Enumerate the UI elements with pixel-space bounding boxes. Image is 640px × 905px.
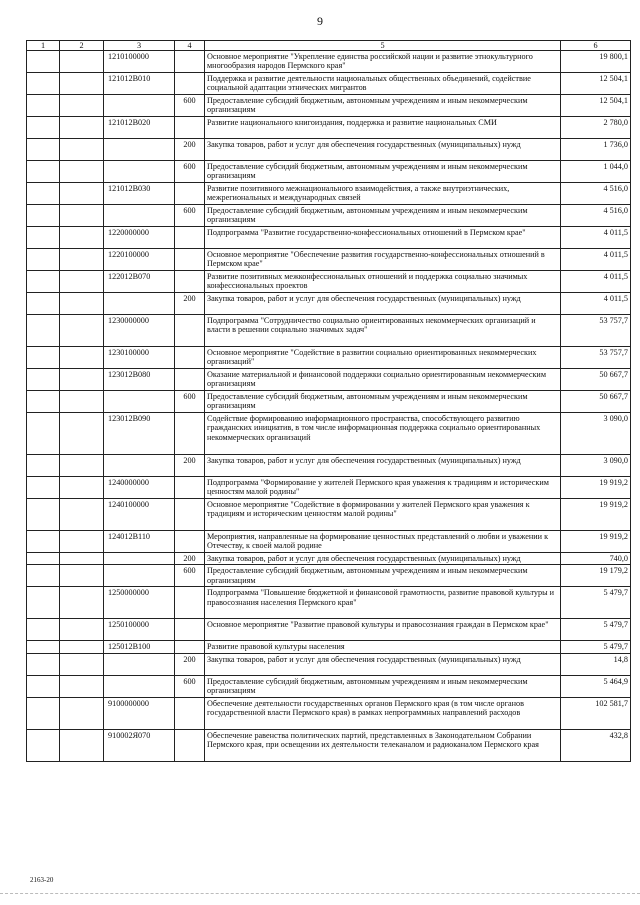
cell-col-1 bbox=[27, 369, 60, 391]
table-row bbox=[27, 161, 631, 183]
cell-col-2 bbox=[60, 455, 104, 477]
cell-description: Основное мероприятие "Укрепление единства российской нации и развитие этнокультурного многообразия народов Пермского края" bbox=[205, 51, 561, 73]
cell-code: 9100000000 bbox=[104, 697, 175, 729]
cell-code: 123012В080 bbox=[104, 369, 175, 391]
cell-amount: 50 667,7 bbox=[561, 369, 631, 391]
cell-col-1 bbox=[27, 565, 60, 587]
table-row bbox=[27, 587, 631, 619]
cell-code: 1220000000 bbox=[104, 227, 175, 249]
cell-amount: 19 800,1 bbox=[561, 51, 631, 73]
cell-expense-type: 200 bbox=[175, 553, 205, 565]
cell-col-1 bbox=[27, 347, 60, 369]
cell-amount: 53 757,7 bbox=[561, 347, 631, 369]
cell-col-2 bbox=[60, 73, 104, 95]
cell-col-2 bbox=[60, 499, 104, 531]
cell-expense-type: 200 bbox=[175, 455, 205, 477]
cell-code bbox=[104, 95, 175, 117]
cell-col-1 bbox=[27, 729, 60, 761]
cell-col-1 bbox=[27, 293, 60, 315]
cell-col-1 bbox=[27, 51, 60, 73]
cell-expense-type bbox=[175, 271, 205, 293]
cell-code bbox=[104, 553, 175, 565]
table-row bbox=[27, 315, 631, 347]
cell-code bbox=[104, 205, 175, 227]
cell-col-2 bbox=[60, 553, 104, 565]
cell-description: Содействие формированию информационного пространства, способствующего развитию гражданских инициатив, в том числе информационная поддержка социально ориентированных некоммерческих организаций bbox=[205, 413, 561, 455]
cell-description: Закупка товаров, работ и услуг для обеспечения государственных (муниципальных) нужд bbox=[205, 293, 561, 315]
cell-expense-type bbox=[175, 641, 205, 653]
header-col-6: 6 bbox=[561, 41, 631, 51]
cell-code bbox=[104, 161, 175, 183]
cell-col-2 bbox=[60, 293, 104, 315]
cell-expense-type: 600 bbox=[175, 205, 205, 227]
table-row bbox=[27, 729, 631, 761]
cell-amount: 1 736,0 bbox=[561, 139, 631, 161]
cell-col-1 bbox=[27, 553, 60, 565]
table-header bbox=[27, 41, 631, 51]
cell-description: Обеспечение равенства политических партий, представленных в Законодательном Собрании Пермского края, при освещении их деятельности телеканалом и радиоканалом Пермского края bbox=[205, 729, 561, 761]
table-row bbox=[27, 347, 631, 369]
cell-col-2 bbox=[60, 117, 104, 139]
cell-col-1 bbox=[27, 499, 60, 531]
table-row bbox=[27, 95, 631, 117]
cell-expense-type bbox=[175, 587, 205, 619]
cell-expense-type bbox=[175, 413, 205, 455]
cell-expense-type bbox=[175, 347, 205, 369]
cell-code: 910002Я070 bbox=[104, 729, 175, 761]
page-edge-divider bbox=[0, 893, 640, 894]
cell-col-1 bbox=[27, 249, 60, 271]
cell-code: 1250100000 bbox=[104, 619, 175, 641]
cell-expense-type: 200 bbox=[175, 293, 205, 315]
cell-description: Закупка товаров, работ и услуг для обеспечения государственных (муниципальных) нужд bbox=[205, 139, 561, 161]
cell-col-2 bbox=[60, 653, 104, 675]
cell-description: Поддержка и развитие деятельности национальных общественных объединений, содействие социальной адаптации этнических мигрантов bbox=[205, 73, 561, 95]
cell-col-1 bbox=[27, 391, 60, 413]
table-row bbox=[27, 73, 631, 95]
cell-amount: 50 667,7 bbox=[561, 391, 631, 413]
cell-description: Подпрограмма "Сотрудничество социально ориентированных некоммерческих организаций и власти в решении социально значимых задач" bbox=[205, 315, 561, 347]
cell-description: Мероприятия, направленные на формирование ценностных представлений о любви и уважении к Отечеству, к своей малой родине bbox=[205, 531, 561, 553]
cell-col-1 bbox=[27, 455, 60, 477]
table-row bbox=[27, 391, 631, 413]
cell-amount: 5 479,7 bbox=[561, 641, 631, 653]
cell-col-2 bbox=[60, 95, 104, 117]
cell-description: Развитие правовой культуры населения bbox=[205, 641, 561, 653]
table-row bbox=[27, 227, 631, 249]
cell-expense-type bbox=[175, 499, 205, 531]
cell-col-1 bbox=[27, 531, 60, 553]
cell-expense-type: 600 bbox=[175, 391, 205, 413]
cell-col-2 bbox=[60, 347, 104, 369]
cell-col-2 bbox=[60, 249, 104, 271]
table-row bbox=[27, 499, 631, 531]
cell-col-2 bbox=[60, 315, 104, 347]
table-row bbox=[27, 369, 631, 391]
cell-code: 1240000000 bbox=[104, 477, 175, 499]
cell-amount: 4 011,5 bbox=[561, 293, 631, 315]
cell-col-1 bbox=[27, 95, 60, 117]
cell-description: Основное мероприятие "Развитие правовой культуры и правосознания граждан в Пермском крае" bbox=[205, 619, 561, 641]
table-row bbox=[27, 531, 631, 553]
cell-amount: 19 919,2 bbox=[561, 477, 631, 499]
cell-col-2 bbox=[60, 139, 104, 161]
cell-col-2 bbox=[60, 205, 104, 227]
cell-description: Подпрограмма "Формирование у жителей Пермского края уважения к традициям и историческим ценностям малой родины" bbox=[205, 477, 561, 499]
cell-amount: 53 757,7 bbox=[561, 315, 631, 347]
cell-expense-type: 600 bbox=[175, 95, 205, 117]
budget-table bbox=[26, 40, 631, 762]
cell-description: Предоставление субсидий бюджетным, автономным учреждениям и иным некоммерческим организациям bbox=[205, 95, 561, 117]
cell-description: Подпрограмма "Повышение бюджетной и финансовой грамотности, развитие правовой культуры и правосознания населения Пермского края" bbox=[205, 587, 561, 619]
cell-description: Предоставление субсидий бюджетным, автономным учреждениям и иным некоммерческим организациям bbox=[205, 675, 561, 697]
table-row bbox=[27, 117, 631, 139]
cell-code bbox=[104, 139, 175, 161]
table-row bbox=[27, 697, 631, 729]
cell-expense-type: 600 bbox=[175, 675, 205, 697]
cell-col-2 bbox=[60, 413, 104, 455]
cell-expense-type bbox=[175, 73, 205, 95]
cell-col-2 bbox=[60, 477, 104, 499]
cell-amount: 19 919,2 bbox=[561, 531, 631, 553]
cell-description: Развитие национального книгоиздания, поддержка и развитие национальных СМИ bbox=[205, 117, 561, 139]
cell-expense-type bbox=[175, 315, 205, 347]
cell-col-1 bbox=[27, 73, 60, 95]
table-row bbox=[27, 565, 631, 587]
cell-col-2 bbox=[60, 697, 104, 729]
cell-amount: 5 479,7 bbox=[561, 587, 631, 619]
cell-description: Предоставление субсидий бюджетным, автономным учреждениям и иным некоммерческим организациям bbox=[205, 205, 561, 227]
cell-col-1 bbox=[27, 205, 60, 227]
cell-expense-type bbox=[175, 249, 205, 271]
cell-expense-type bbox=[175, 619, 205, 641]
cell-code: 121012В020 bbox=[104, 117, 175, 139]
cell-code: 1220100000 bbox=[104, 249, 175, 271]
cell-col-2 bbox=[60, 271, 104, 293]
page-number: 9 bbox=[317, 14, 323, 28]
table-row bbox=[27, 271, 631, 293]
footer-code: 2163-20 bbox=[30, 876, 54, 884]
cell-description: Закупка товаров, работ и услуг для обеспечения государственных (муниципальных) нужд bbox=[205, 455, 561, 477]
cell-description: Развитие позитивных межконфессиональных отношений и поддержка социально значимых конфессиональных проектов bbox=[205, 271, 561, 293]
table-row bbox=[27, 183, 631, 205]
cell-amount: 4 516,0 bbox=[561, 205, 631, 227]
cell-col-1 bbox=[27, 271, 60, 293]
cell-col-2 bbox=[60, 161, 104, 183]
table-row bbox=[27, 455, 631, 477]
header-col-1: 1 bbox=[27, 41, 60, 51]
cell-expense-type bbox=[175, 531, 205, 553]
cell-amount: 102 581,7 bbox=[561, 697, 631, 729]
cell-code bbox=[104, 391, 175, 413]
cell-code: 1240100000 bbox=[104, 499, 175, 531]
cell-code: 1250000000 bbox=[104, 587, 175, 619]
table-body bbox=[27, 51, 631, 761]
cell-col-2 bbox=[60, 641, 104, 653]
cell-col-1 bbox=[27, 619, 60, 641]
cell-col-2 bbox=[60, 729, 104, 761]
cell-description: Обеспечение деятельности государственных органов Пермского края (в том числе органов государственной власти Пермского края) в рамках непрограммных направлений расходов bbox=[205, 697, 561, 729]
table-row bbox=[27, 675, 631, 697]
cell-description: Основное мероприятие "Содействие в развитии социально ориентированных некоммерческих организаций" bbox=[205, 347, 561, 369]
cell-code: 1230000000 bbox=[104, 315, 175, 347]
table-row bbox=[27, 51, 631, 73]
header-col-5: 5 bbox=[205, 41, 561, 51]
cell-amount: 19 179,2 bbox=[561, 565, 631, 587]
cell-col-2 bbox=[60, 619, 104, 641]
cell-col-1 bbox=[27, 675, 60, 697]
cell-amount: 1 044,0 bbox=[561, 161, 631, 183]
cell-code: 122012В070 bbox=[104, 271, 175, 293]
cell-code bbox=[104, 675, 175, 697]
cell-amount: 2 780,0 bbox=[561, 117, 631, 139]
cell-expense-type: 200 bbox=[175, 139, 205, 161]
cell-col-1 bbox=[27, 413, 60, 455]
cell-amount: 3 090,0 bbox=[561, 413, 631, 455]
cell-col-1 bbox=[27, 653, 60, 675]
cell-expense-type bbox=[175, 477, 205, 499]
cell-description: Закупка товаров, работ и услуг для обеспечения государственных (муниципальных) нужд bbox=[205, 553, 561, 565]
header-row bbox=[27, 41, 631, 51]
cell-col-2 bbox=[60, 369, 104, 391]
cell-expense-type bbox=[175, 729, 205, 761]
cell-code bbox=[104, 455, 175, 477]
cell-expense-type bbox=[175, 117, 205, 139]
cell-amount: 4 011,5 bbox=[561, 271, 631, 293]
table-row bbox=[27, 293, 631, 315]
cell-description: Основное мероприятие "Содействие в формировании у жителей Пермского края уважения к традициям и историческим ценностям малой родины" bbox=[205, 499, 561, 531]
cell-amount: 5 464,9 bbox=[561, 675, 631, 697]
cell-col-2 bbox=[60, 391, 104, 413]
cell-col-1 bbox=[27, 227, 60, 249]
cell-description: Основное мероприятие "Обеспечение развития государственно-конфессиональных отношений в Пермском крае" bbox=[205, 249, 561, 271]
cell-expense-type: 600 bbox=[175, 565, 205, 587]
cell-col-1 bbox=[27, 183, 60, 205]
cell-col-2 bbox=[60, 227, 104, 249]
cell-expense-type bbox=[175, 183, 205, 205]
table-row bbox=[27, 249, 631, 271]
table-row bbox=[27, 553, 631, 565]
cell-expense-type bbox=[175, 227, 205, 249]
cell-expense-type: 200 bbox=[175, 653, 205, 675]
cell-code: 125012В100 bbox=[104, 641, 175, 653]
cell-col-2 bbox=[60, 531, 104, 553]
cell-expense-type bbox=[175, 369, 205, 391]
table-row bbox=[27, 641, 631, 653]
cell-code: 123012В090 bbox=[104, 413, 175, 455]
cell-col-1 bbox=[27, 697, 60, 729]
cell-amount: 4 011,5 bbox=[561, 249, 631, 271]
cell-col-1 bbox=[27, 477, 60, 499]
table-row bbox=[27, 413, 631, 455]
cell-amount: 12 504,1 bbox=[561, 95, 631, 117]
cell-code bbox=[104, 293, 175, 315]
cell-amount: 740,0 bbox=[561, 553, 631, 565]
cell-amount: 432,8 bbox=[561, 729, 631, 761]
cell-code bbox=[104, 565, 175, 587]
cell-expense-type: 600 bbox=[175, 161, 205, 183]
cell-amount: 14,8 bbox=[561, 653, 631, 675]
cell-amount: 4 516,0 bbox=[561, 183, 631, 205]
header-col-2: 2 bbox=[60, 41, 104, 51]
table-row bbox=[27, 653, 631, 675]
cell-code: 1230100000 bbox=[104, 347, 175, 369]
cell-col-1 bbox=[27, 139, 60, 161]
cell-code: 121012В030 bbox=[104, 183, 175, 205]
header-col-4: 4 bbox=[175, 41, 205, 51]
table-row bbox=[27, 477, 631, 499]
cell-description: Развитие позитивного межнационального взаимодействия, а также внутриэтнических, межрегиональных и международных связей bbox=[205, 183, 561, 205]
cell-amount: 4 011,5 bbox=[561, 227, 631, 249]
cell-description: Подпрограмма "Развитие государственно-конфессиональных отношений в Пермском крае" bbox=[205, 227, 561, 249]
cell-col-2 bbox=[60, 675, 104, 697]
cell-description: Оказание материальной и финансовой поддержки социально ориентированным некоммерческим организациям bbox=[205, 369, 561, 391]
cell-col-1 bbox=[27, 587, 60, 619]
cell-description: Закупка товаров, работ и услуг для обеспечения государственных (муниципальных) нужд bbox=[205, 653, 561, 675]
cell-description: Предоставление субсидий бюджетным, автономным учреждениям и иным некоммерческим организациям bbox=[205, 161, 561, 183]
table-row bbox=[27, 619, 631, 641]
cell-col-2 bbox=[60, 183, 104, 205]
cell-description: Предоставление субсидий бюджетным, автономным учреждениям и иным некоммерческим организациям bbox=[205, 565, 561, 587]
cell-description: Предоставление субсидий бюджетным, автономным учреждениям и иным некоммерческим организациям bbox=[205, 391, 561, 413]
table-row bbox=[27, 139, 631, 161]
cell-col-2 bbox=[60, 565, 104, 587]
header-col-3: 3 bbox=[104, 41, 175, 51]
cell-col-1 bbox=[27, 117, 60, 139]
cell-amount: 3 090,0 bbox=[561, 455, 631, 477]
cell-col-1 bbox=[27, 315, 60, 347]
cell-amount: 19 919,2 bbox=[561, 499, 631, 531]
cell-code bbox=[104, 653, 175, 675]
cell-amount: 5 479,7 bbox=[561, 619, 631, 641]
cell-col-2 bbox=[60, 587, 104, 619]
cell-amount: 12 504,1 bbox=[561, 73, 631, 95]
cell-code: 124012В110 bbox=[104, 531, 175, 553]
cell-code: 1210100000 bbox=[104, 51, 175, 73]
cell-code: 121012В010 bbox=[104, 73, 175, 95]
cell-col-2 bbox=[60, 51, 104, 73]
cell-col-1 bbox=[27, 161, 60, 183]
cell-expense-type bbox=[175, 51, 205, 73]
cell-expense-type bbox=[175, 697, 205, 729]
table-row bbox=[27, 205, 631, 227]
cell-col-1 bbox=[27, 641, 60, 653]
